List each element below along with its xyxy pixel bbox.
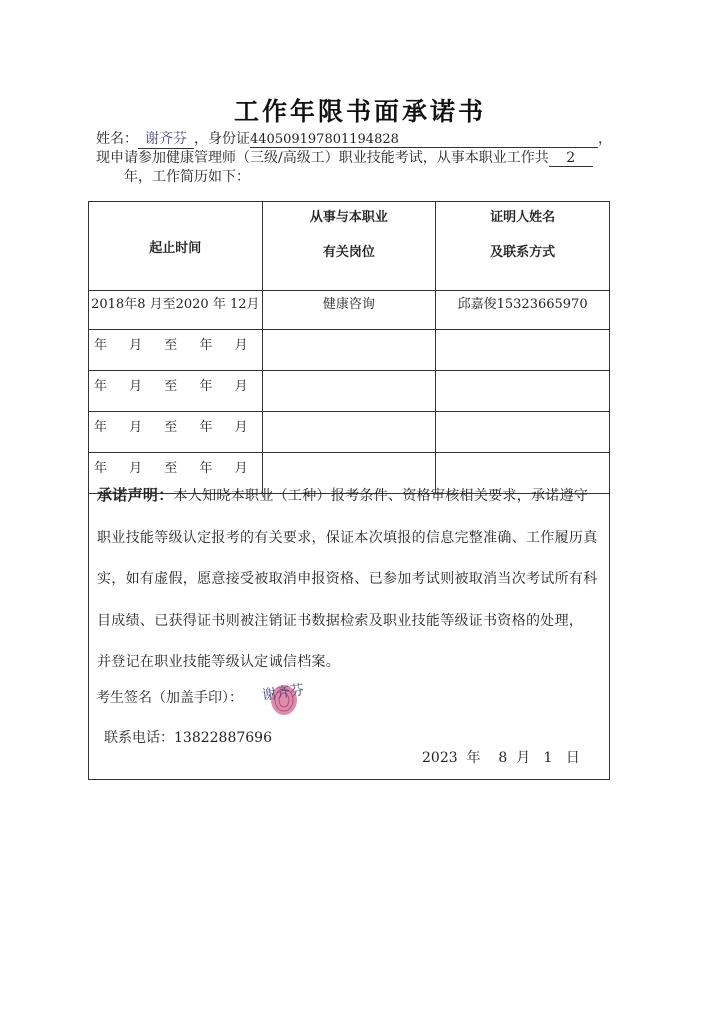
date-year-unit: 年 <box>466 750 481 766</box>
row-reference <box>436 412 610 453</box>
row-position <box>262 412 436 453</box>
name-label: 姓名： <box>96 131 138 147</box>
contact-phone: 13822887696 <box>174 730 272 746</box>
row-period: 2018年8 月至2020 年 12月 <box>89 291 263 330</box>
header-period-label: 起止时间 <box>149 240 202 256</box>
header-period <box>89 202 263 291</box>
row-reference <box>436 330 610 371</box>
date-month: 8 <box>498 750 508 766</box>
application-text: 现申请参加健康管理师（三级/高级工）职业技能考试，从事本职业工作共 <box>96 150 549 166</box>
row-period: 年 月 至 年 月 <box>89 330 263 371</box>
date-year: 2023 <box>422 750 458 766</box>
header-position <box>262 202 436 291</box>
declaration-title-colon: ： <box>158 486 174 504</box>
table-row <box>89 371 610 412</box>
signature-label: 考生签名（加盖手印）： <box>96 690 243 706</box>
row-reference <box>436 371 610 412</box>
declaration-title: 承诺声明 <box>97 486 159 504</box>
table-header-row <box>89 202 610 291</box>
row-period: 年 月 至 年 月 <box>89 453 263 494</box>
id-label: ，身份证 <box>194 131 250 147</box>
application-line <box>96 147 593 167</box>
row-period: 年 月 至 年 月 <box>89 412 263 453</box>
row-position: 健康咨询 <box>262 291 436 330</box>
handwritten-signature: 谢齐芬 <box>261 682 306 704</box>
header-reference-line1: 证明人姓名 <box>490 210 556 225</box>
date-day: 1 <box>543 750 553 766</box>
document-title: 工作年限书面承诺书 <box>233 97 486 126</box>
row-position <box>262 371 436 412</box>
declaration-body: 本人知晓本职业（工种）报考条件、资格审核相关要求，承诺遵守职业技能等级认定报考的有关要求，保证本次填报的信息完整准确、工作履历真实，如有虚假，愿意接受被取消申报资格、已参加考试则被取消当次考试所有科目成绩、已获得证书则被注销证书数据检索及职业技能等级证书资格的处理， 并登记在职业技能等级认定诚信档案。 <box>97 488 598 670</box>
date-month-unit: 月 <box>516 750 531 766</box>
row-reference: 邱嘉俊15323665970 <box>436 291 610 330</box>
contact-line <box>104 727 272 747</box>
row-position <box>262 330 436 371</box>
years-value: 2 <box>549 150 593 167</box>
id-number-value: 440509197801194828 <box>250 132 598 148</box>
table-row <box>89 412 610 453</box>
name-value: 谢齐芬 <box>138 128 194 149</box>
header-reference <box>436 202 610 291</box>
work-history-table <box>88 201 610 494</box>
table-row <box>89 330 610 371</box>
header-reference-line2: 及联系方式 <box>490 245 556 260</box>
row-period: 年 月 至 年 月 <box>89 371 263 412</box>
name-line <box>96 128 612 149</box>
date-day-unit: 日 <box>565 750 580 766</box>
line1-end: ， <box>598 131 612 147</box>
declaration-text <box>97 475 601 684</box>
header-position-line1: 从事与本职业 <box>309 210 388 225</box>
contact-label: 联系电话： <box>104 730 174 746</box>
header-position-line2: 有关岗位 <box>322 245 375 260</box>
resume-intro: 年，工作简历如下： <box>124 169 250 185</box>
table-row <box>89 291 610 330</box>
date-line <box>422 747 580 767</box>
